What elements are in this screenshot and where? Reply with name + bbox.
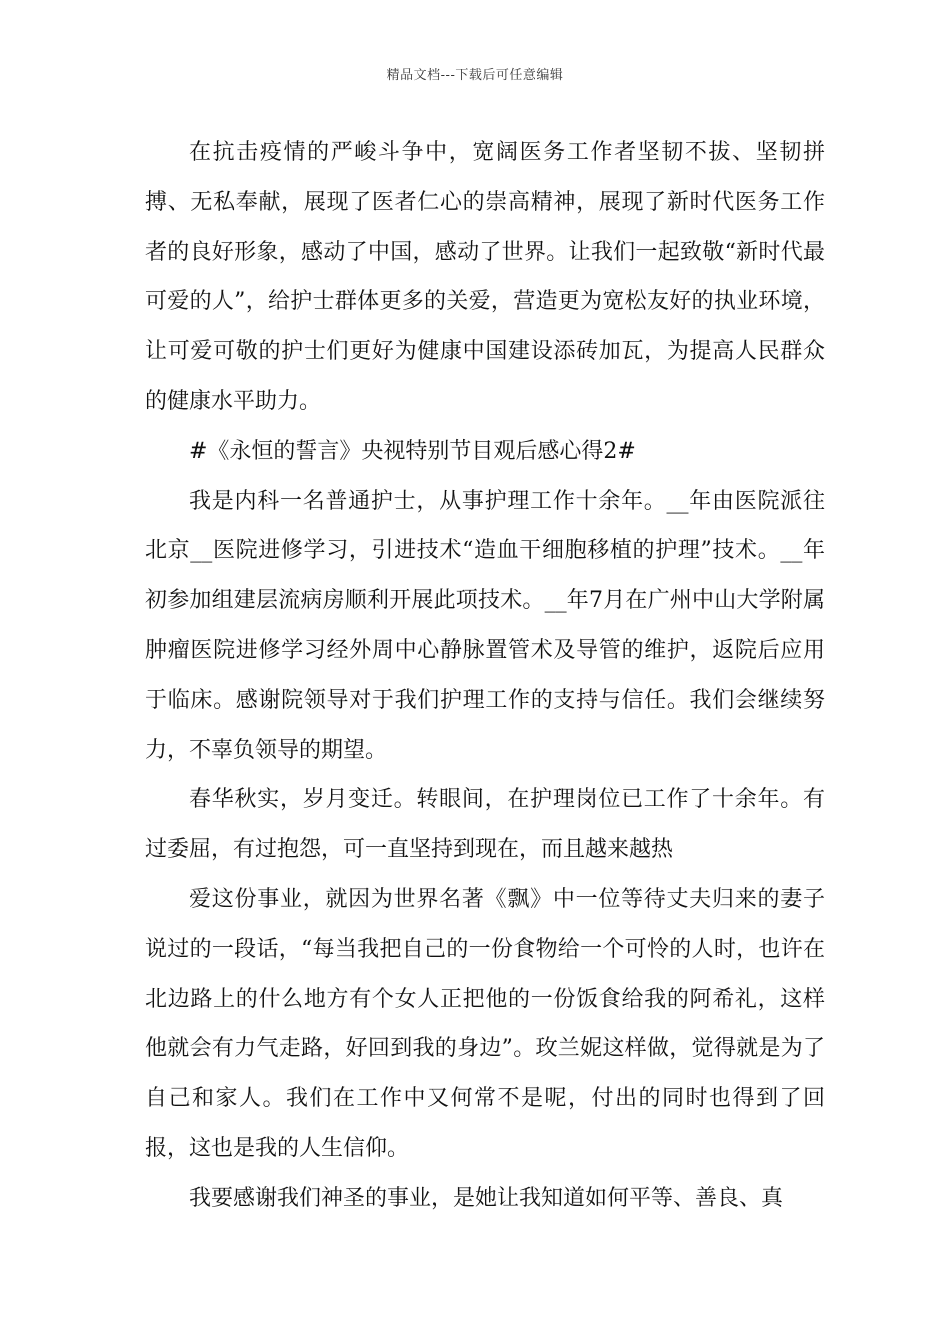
paragraph-2: 我是内科一名普通护士，从事护理工作十余年。__年由医院派往北京__医院进修学习，引进技术“造血干细胞移植的护理”技术。__年初参加组建层流病房顺利开展此项技术。__年7月在广州中山大学附属肿瘤医院进修学习经外周中心静脉置管术及导管的维护，返院后应用于临床。感谢院领导对于我们护理工作的支持与信任。我们会继续努力，不辜负领导的期望。 <box>145 488 825 763</box>
page-header: 精品文档---下载后可任意编辑 <box>386 68 564 83</box>
paragraph-1: 在抗击疫情的严峻斗争中，宽阔医务工作者坚韧不拔、坚韧拼搏、无私奉献，展现了医者仁心的崇高精神，展现了新时代医务工作者的良好形象，感动了中国，感动了世界。让我们一起致敬“新时代最可爱的人”，给护士群体更多的关爱，营造更为宽松友好的执业环境，让可爱可敬的护士们更好为健康中国建设添砖加瓦，为提高人民群众的健康水平助力。 <box>145 140 825 414</box>
paragraph-5: 我要感谢我们神圣的事业，是她让我知道如何平等、善良、真 <box>189 1185 784 1211</box>
paragraph-3: 春华秋实，岁月变迁。转眼间，在护理岗位已工作了十余年。有过委屈，有过抱怨，可一直坚持到现在，而且越来越热 <box>145 787 825 863</box>
paragraph-4: 爱这份事业，就因为世界名著《飘》中一位等待丈夫归来的妻子说过的一段话，“每当我把自己的一份食物给一个可怜的人时，也许在北边路上的什么地方有个女人正把他的一份饭食给我的阿希礼，这样他就会有力气走路，好回到我的身边”。玫兰妮这样做，觉得就是为了自己和家人。我们在工作中又何常不是呢，付出的同时也得到了回报，这也是我的人生信仰。 <box>145 886 825 1161</box>
document-body <box>145 128 825 1224</box>
section-heading: #《永恒的誓言》央视特别节目观后感心得2# <box>189 438 636 464</box>
